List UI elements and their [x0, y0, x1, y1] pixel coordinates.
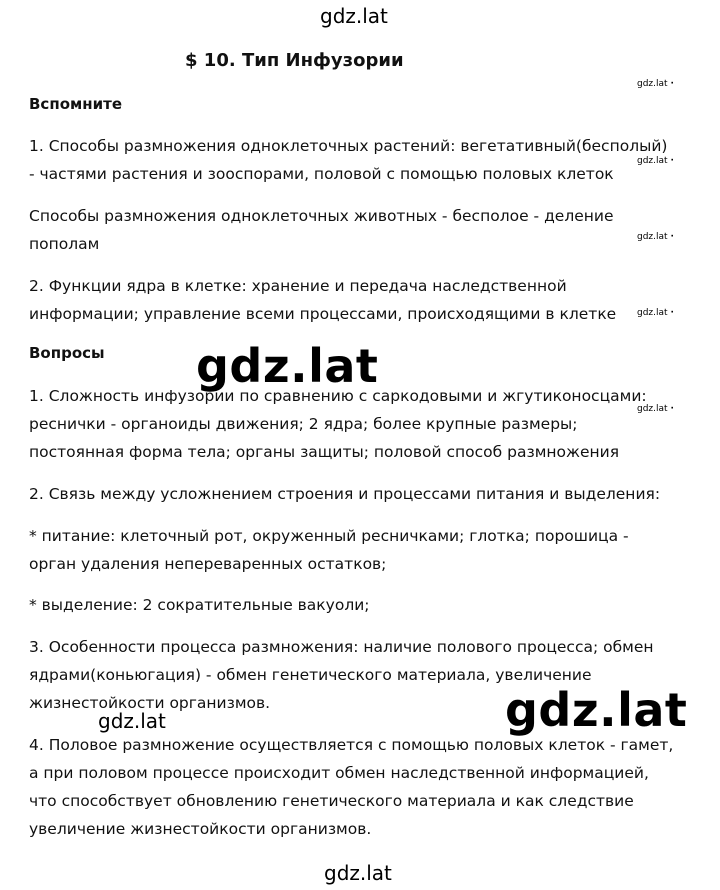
question-item-1: [29, 382, 689, 466]
remember-item-1: [29, 132, 689, 188]
text-line: жизнестойкости организмов.: [29, 694, 271, 712]
text-line: 4. Половое размножение осуществляется с помощью половых клеток - гамет,: [29, 736, 674, 754]
question-item-2-excretion: [29, 591, 689, 619]
text-line: а при половом процессе происходит обмен наследственной информацией,: [29, 764, 649, 782]
watermark-mid: gdz.lat: [98, 709, 166, 733]
watermark-small: gdz.lat ·: [637, 232, 674, 242]
question-item-2: [29, 480, 689, 508]
text-line: реснички - органоиды движения; 2 ядра; более крупные размеры;: [29, 415, 578, 433]
text-line: ядрами(коньюгация) - обмен генетического материала, увеличение: [29, 666, 592, 684]
text-line: 1. Сложность инфузории по сравнению с саркодовыми и жгутиконосцами:: [29, 387, 647, 405]
text-line: пополам: [29, 235, 100, 253]
text-line: 3. Особенности процесса размножения: наличие полового процесса; обмен: [29, 638, 654, 656]
watermark-large: gdz.lat: [196, 339, 379, 393]
text-line: Способы размножения одноклеточных животных - бесполое - деление: [29, 207, 614, 225]
text-line: 2. Связь между усложнением строения и процессами питания и выделения:: [29, 485, 661, 503]
text-line: постоянная форма тела; органы защиты; половой способ размножения: [29, 443, 620, 461]
watermark-small: gdz.lat ·: [637, 404, 674, 414]
text-line: орган удаления непереваренных остатков;: [29, 555, 387, 573]
section-heading-questions: Вопросы: [29, 344, 105, 362]
question-item-2-feeding: [29, 522, 689, 578]
page-title: $ 10. Тип Инфузории: [185, 50, 404, 71]
text-line: увеличение жизнестойкости организмов.: [29, 820, 372, 838]
watermark-small: gdz.lat ·: [637, 308, 674, 318]
text-line: - частями растения и зооспорами, половой с помощью половых клеток: [29, 165, 614, 183]
text-line: * выделение: 2 сократительные вакуоли;: [29, 596, 370, 614]
watermark-large: gdz.lat: [505, 683, 688, 737]
text-line: 1. Способы размножения одноклеточных растений: вегетативный(бесполый): [29, 137, 668, 155]
watermark-top: gdz.lat: [320, 4, 388, 28]
remember-item-2: [29, 202, 689, 258]
remember-item-3: [29, 272, 689, 328]
watermark-small: gdz.lat ·: [637, 156, 674, 166]
text-line: информации; управление всеми процессами, происходящими в клетке: [29, 305, 617, 323]
text-line: что способствует обновлению генетического материала и как следствие: [29, 792, 634, 810]
watermark-small: gdz.lat ·: [637, 79, 674, 89]
section-heading-remember: Вспомните: [29, 95, 122, 113]
watermark-bottom: gdz.lat: [324, 861, 392, 885]
text-line: 2. Функции ядра в клетке: хранение и передача наследственной: [29, 277, 567, 295]
text-line: * питание: клеточный рот, окруженный ресничками; глотка; порошица -: [29, 527, 629, 545]
question-item-4: [29, 731, 689, 843]
